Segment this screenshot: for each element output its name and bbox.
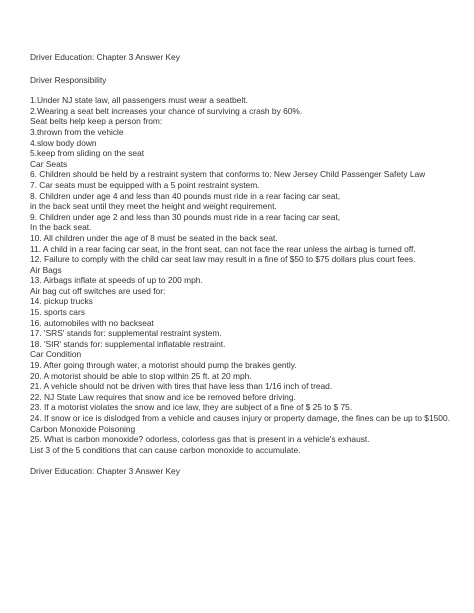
subheading-air-bags: Air Bags bbox=[30, 264, 62, 275]
body-line: 23. If a motorist violates the snow and ice law, they are subject of a fine of $ 25 to $ 75. bbox=[30, 402, 353, 413]
document-body bbox=[30, 95, 450, 455]
section-heading: Driver Responsibility bbox=[30, 74, 107, 85]
body-line: 8. Children under age 4 and less than 40 pounds must ride in a rear facing car seat, bbox=[30, 190, 341, 201]
subheading-car-seats: Car Seats bbox=[30, 158, 68, 169]
body-line: 7. Car seats must be equipped with a 5 point restraint system. bbox=[30, 179, 260, 190]
body-line: 24. If snow or ice is dislodged from a vehicle and causes injury or property damage, the fines can be up to $1500. bbox=[30, 413, 450, 423]
body-line: 11. A child in a rear facing car seat, in the front seat, can not face the rear unless the airbag is turned off. bbox=[30, 243, 416, 254]
body-line: Air bag cut off switches are used for: bbox=[30, 285, 166, 296]
body-line: in the back seat until they meet the height and weight requirement. bbox=[30, 201, 277, 212]
body-line: In the back seat. bbox=[30, 222, 92, 233]
document-page bbox=[30, 52, 450, 477]
body-line: 21. A vehicle should not be driven with tires that have less than 1/16 inch of tread. bbox=[30, 381, 333, 392]
body-line: 5.keep from sliding on the seat bbox=[30, 148, 145, 159]
body-line: 15. sports cars bbox=[30, 307, 85, 318]
body-line: 9. Children under age 2 and less than 30 pounds must ride in a rear facing car seat, bbox=[30, 211, 341, 222]
subheading-car-condition: Car Condition bbox=[30, 349, 82, 360]
body-line: 19. After going through water, a motorist should pump the brakes gently. bbox=[30, 360, 297, 371]
body-line: List 3 of the 5 conditions that can cause carbon monoxide to accumulate. bbox=[30, 444, 301, 455]
body-line: 22. NJ State Law requires that snow and ice be removed before driving. bbox=[30, 391, 296, 402]
body-line: 13. Airbags inflate at speeds of up to 200 mph. bbox=[30, 275, 203, 286]
footer-title: Driver Education: Chapter 3 Answer Key bbox=[30, 466, 180, 477]
body-line: 18. 'SIR' stands for: supplemental inflatable restraint. bbox=[30, 338, 226, 349]
body-line: 1.Under NJ state law, all passengers must wear a seatbelt. bbox=[30, 95, 248, 106]
body-line: 2.Wearing a seat belt increases your chance of surviving a crash by 60%. bbox=[30, 105, 303, 116]
body-line: 10. All children under the age of 8 must be seated in the back seat. bbox=[30, 232, 278, 243]
body-line: 3.thrown from the vehicle bbox=[30, 126, 124, 137]
body-line: 14. pickup trucks bbox=[30, 296, 93, 307]
subheading-carbon-monoxide: Carbon Monoxide Poisoning bbox=[30, 423, 136, 434]
body-line: 17. 'SRS' stands for: supplemental restraint system. bbox=[30, 328, 222, 339]
body-line: Seat belts help keep a person from: bbox=[30, 116, 163, 127]
body-line: 20. A motorist should be able to stop within 25 ft. at 20 mph. bbox=[30, 370, 252, 381]
body-line: 25. What is carbon monoxide? odorless, colorless gas that is present in a vehicle's exhaust. bbox=[30, 434, 370, 445]
body-line: 12. Failure to comply with the child car seat law may result in a fine of $50 to $75 dollars plus court fees. bbox=[30, 254, 416, 265]
body-line: 4.slow body down bbox=[30, 137, 97, 148]
body-line: 6. Children should be held by a restraint system that conforms to: New Jersey Child Passenger Safety Law bbox=[30, 169, 426, 180]
document-title: Driver Education: Chapter 3 Answer Key bbox=[30, 52, 180, 62]
body-line: 16. automobiles with no backseat bbox=[30, 317, 154, 328]
